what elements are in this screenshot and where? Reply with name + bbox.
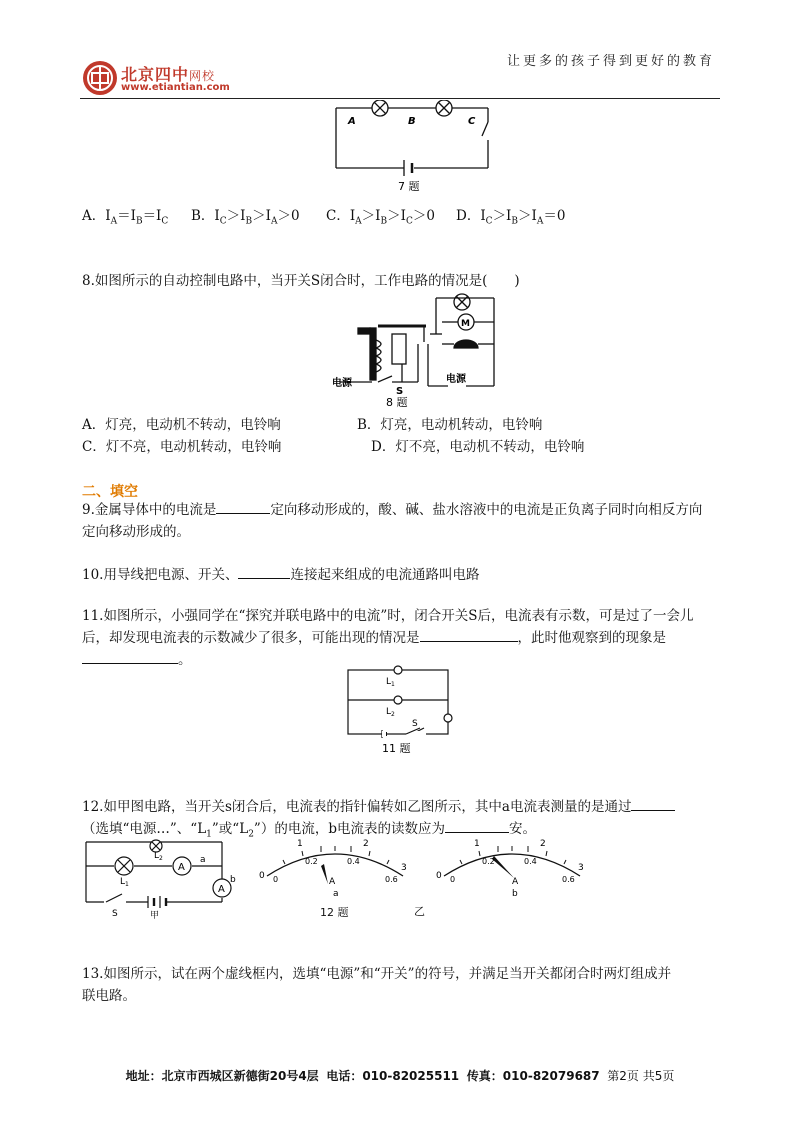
q8-stem: 8.如图所示的自动控制电路中，当开关S闭合时，工作电路的情况是( ) <box>82 273 520 289</box>
meter-a-tick-2: 2 <box>363 839 369 849</box>
meter-a-right-inner: 0.6 <box>385 875 398 884</box>
q8-option-a: A．灯亮，电动机不转动，电铃响 <box>82 417 281 433</box>
meter-b-right-end: 3 <box>578 863 584 873</box>
logo-url: www.etiantian.com <box>121 82 230 93</box>
q10-answer-blank[interactable] <box>238 564 290 579</box>
q12-point-b-label: b <box>230 875 236 885</box>
q12-point-a-label: a <box>200 855 206 865</box>
q8-motor-label: M <box>461 319 470 329</box>
q8-caption: 8 题 <box>386 396 408 408</box>
q8-option-b: B．灯亮，电动机转动，电铃响 <box>357 417 543 433</box>
q9-text: 9.金属导体中的电流是 定向移动形成的，酸、碱、盐水溶液中的电流是正负离子同时向相反方向 定向移动形成的。 <box>82 499 742 543</box>
meter-b-inner-tick-1: 0.2 <box>482 857 495 866</box>
q12-circuit-jia <box>82 836 242 920</box>
q13-text: 13.如图所示，试在两个虚线框内，选填“电源”和“开关”的符号，并满足当开关都闭合时两灯组成并 联电路。 <box>82 966 672 1004</box>
meter-a-inner-tick-2: 0.4 <box>347 857 360 866</box>
footer-address: 地址：北京市西城区新德街20号4层 <box>125 1069 319 1083</box>
meter-a-inner-tick-1: 0.2 <box>305 857 318 866</box>
q12-ammeter-b-symbol: A <box>218 884 225 895</box>
q7-option-b: B．$I_C>I_B>I_A>0$ <box>191 208 300 227</box>
header-divider <box>80 98 720 99</box>
meter-a-unit: A <box>329 877 336 887</box>
q7-option-a: A．$I_A=I_B=I_C$ <box>82 208 169 227</box>
q11-caption: 11 题 <box>382 742 411 755</box>
meter-b-tick-1: 1 <box>474 839 480 849</box>
meter-a-caption: a <box>333 889 339 899</box>
meter-b-right-inner: 0.6 <box>562 875 575 884</box>
meter-b-inner-tick-2: 0.4 <box>524 857 537 866</box>
footer-fax: 传真：010-82079687 <box>466 1069 600 1083</box>
footer-total: 共5页 <box>642 1069 675 1083</box>
page-footer <box>0 1067 800 1084</box>
q11-answer-blank-2[interactable] <box>82 649 178 664</box>
logo-emblem-icon <box>82 60 118 96</box>
q12-text: 12.如甲图电路，当开关s闭合后，电流表的指针偏转如乙图所示，其中a电流表测量的是通过 （选填“电源…”、“$L_1$”或“$L_2$”）的电流，b电流表的读数应为 安。 <box>82 796 742 846</box>
q7-circuit-figure <box>330 100 500 195</box>
q12-switch-label: S <box>112 909 118 919</box>
q7-point-c: C <box>468 116 476 127</box>
meter-a-right-end: 3 <box>401 863 407 873</box>
q12-meter-a <box>255 838 415 900</box>
q7-option-d: D．$I_C>I_B>I_A=0$ <box>456 208 566 227</box>
q12-caption: 12 题 <box>320 906 349 919</box>
q12-l2-label: $L_2$ <box>154 851 163 862</box>
q7-point-b: B <box>408 116 416 127</box>
q12-meter-b <box>432 838 592 900</box>
q11-l2-label: $L_2$ <box>386 707 395 718</box>
q8-power-label-1: 电源 <box>332 378 352 389</box>
meter-b-zero-inner: 0 <box>450 875 456 884</box>
q8-switch-label: S <box>396 386 404 397</box>
footer-phone: 电话：010-82025511 <box>326 1069 460 1083</box>
q12-ammeter-a-symbol: A <box>178 862 185 873</box>
q7-caption: 7 题 <box>398 180 420 193</box>
meter-b-tick-2: 2 <box>540 839 546 849</box>
q12-l1-label: $L_1$ <box>120 877 129 888</box>
q11-text: 11.如图所示，小强同学在“探究并联电路中的电流”时，闭合开关S后，电流表有示数，可是过了一会儿 后，却发现电流表的示数减少了很多，可能出现的情况是 ，此时他观察到的现象是 。 <box>82 608 694 668</box>
q8-circuit-figure <box>330 290 510 408</box>
q10-text: 10.用导线把电源、开关、 连接起来组成的电流通路叫电路 <box>82 564 479 586</box>
footer-page: 第2页 <box>607 1069 639 1083</box>
section-title-fill-in: 二、填空 <box>82 484 138 500</box>
header-slogan: 让更多的孩子得到更好的教育 <box>506 54 715 69</box>
q8-option-c: C．灯不亮，电动机转动，电铃响 <box>82 439 282 455</box>
q12-jia-label: 甲 <box>150 911 160 920</box>
q9-answer-blank[interactable] <box>216 499 270 514</box>
meter-b-left-end: 0 <box>436 871 442 881</box>
q11-answer-blank-1[interactable] <box>420 627 518 642</box>
q12-yi-label: 乙 <box>414 905 425 918</box>
meter-a-tick-1: 1 <box>297 839 303 849</box>
q11-l1-label: $L_1$ <box>386 677 395 688</box>
q7-point-a: A <box>348 116 356 127</box>
q8-option-d: D．灯不亮，电动机不转动，电铃响 <box>371 439 585 455</box>
q11-switch-label: S <box>412 719 418 729</box>
meter-b-unit: A <box>512 877 519 887</box>
q12-answer-blank-1[interactable] <box>631 796 675 811</box>
q7-option-c: C．$I_A>I_B>I_C>0$ <box>326 208 435 227</box>
q8-power-label-2: 电源 <box>446 374 466 385</box>
meter-a-left-end: 0 <box>259 871 265 881</box>
q12-answer-blank-2[interactable] <box>445 818 509 833</box>
meter-a-zero-inner: 0 <box>273 875 279 884</box>
q11-circuit-figure <box>340 662 460 757</box>
logo-name: 北京四中网校 <box>121 65 216 84</box>
meter-b-caption: b <box>512 889 518 899</box>
